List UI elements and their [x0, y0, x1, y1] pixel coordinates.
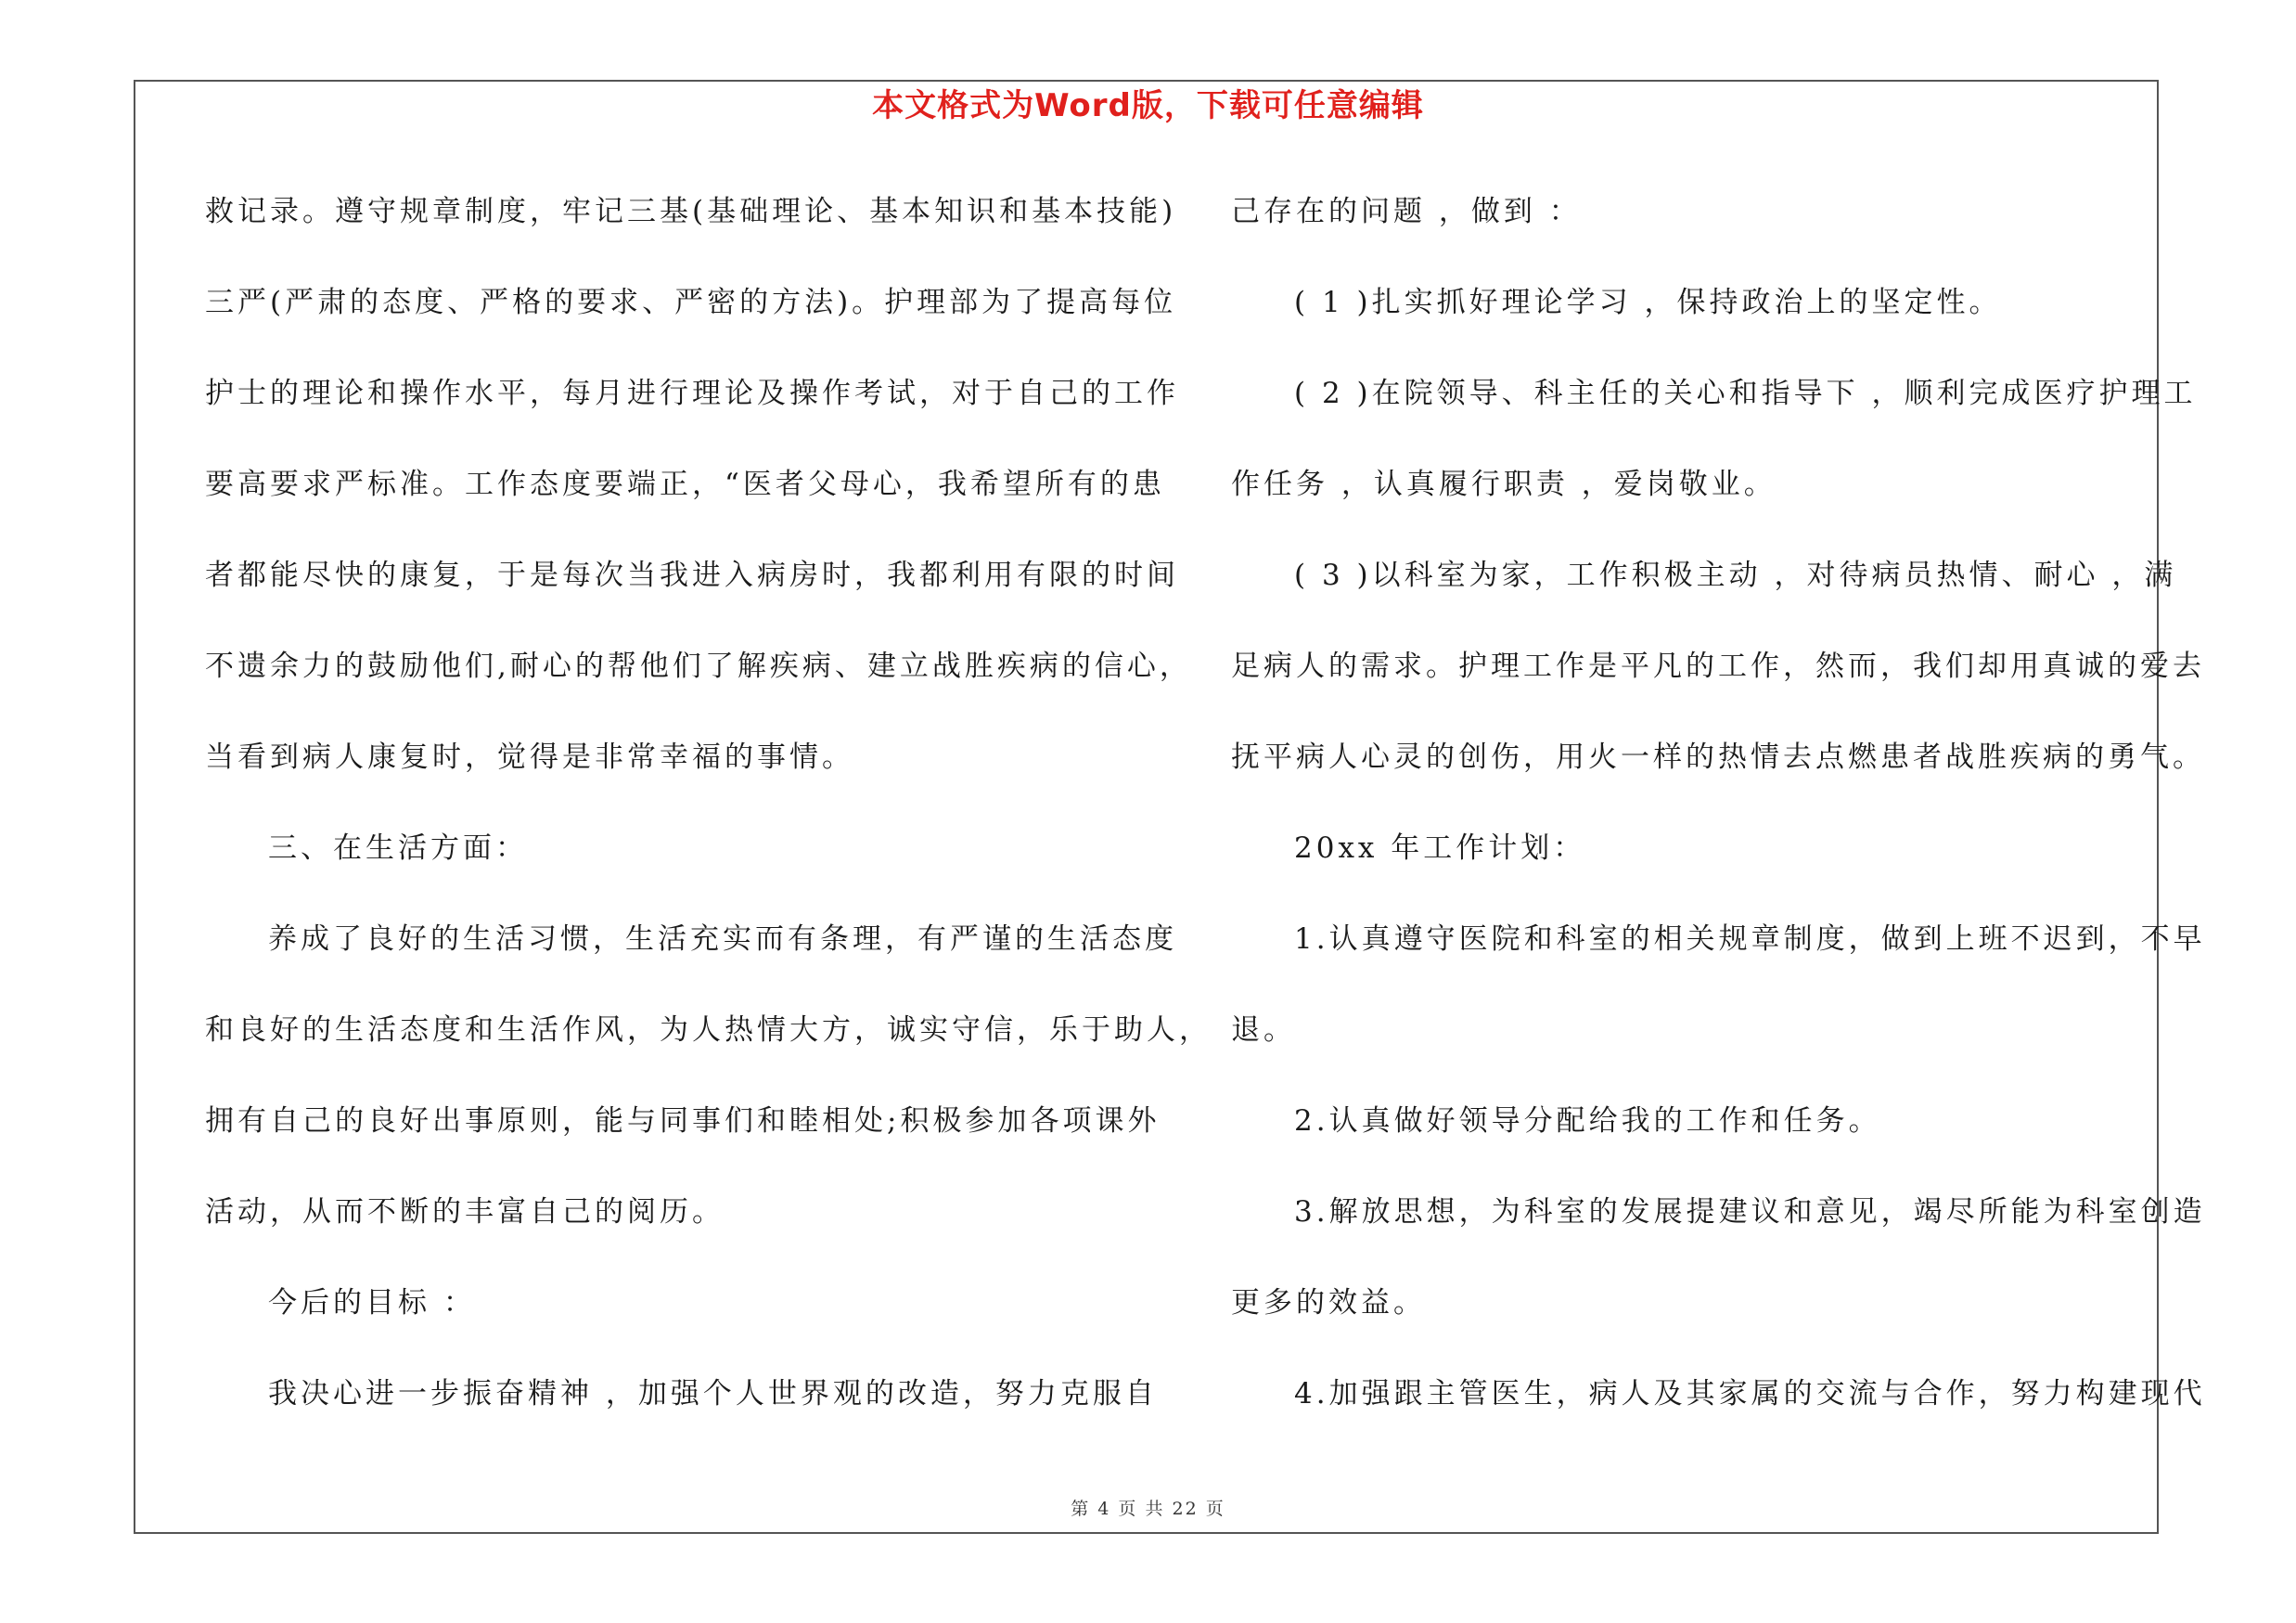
right-column-line: 3.解放思想，为科室的发展提建议和意见，竭尽所能为科室创造 — [1294, 1195, 2206, 1229]
right-column-line: 退。 — [1231, 1013, 1296, 1047]
right-column-line: 己存在的问题 ，做到 ： — [1231, 195, 1582, 228]
right-column — [1231, 184, 2206, 1457]
left-column-line: 救记录。遵守规章制度，牢记三基(基础理论、基本知识和基本技能) — [205, 195, 1177, 228]
right-column-line: 作任务 ，认真履行职责 ，爱岗敬业。 — [1231, 468, 1777, 501]
left-column-line: 三、在生活方面： — [268, 831, 528, 865]
left-column-line: 三严(严肃的态度、严格的要求、严密的方法)。护理部为了提高每位 — [205, 286, 1177, 319]
left-column-line: 活动，从而不断的丰富自己的阅历。 — [205, 1195, 725, 1229]
right-column-line: ( 3 )以科室为家，工作积极主动 ，对待病员热情、耐心 ，满 — [1294, 559, 2177, 592]
right-column-line: 20xx 年工作计划： — [1294, 831, 1586, 865]
left-column-line: 今后的目标 ： — [268, 1286, 476, 1320]
left-column-line: 要高要求严标准。工作态度要端正，“医者父母心，我希望所有的患 — [205, 468, 1165, 501]
left-column-line: 养成了良好的生活习惯，生活充实而有条理，有严谨的生活态度 — [268, 922, 1177, 956]
left-column-line: 我决心进一步振奋精神 ，加强个人世界观的改造，努力克服自 — [268, 1377, 1158, 1410]
right-column-line: ( 1 )扎实抓好理论学习 ，保持政治上的坚定性。 — [1294, 286, 2002, 319]
document-banner: 本文格式为Word版，下载可任意编辑 — [872, 87, 1424, 124]
footer-prefix: 第 — [1071, 1499, 1091, 1519]
footer-mid: 页 共 — [1118, 1499, 1165, 1519]
left-column-line: 和良好的生活态度和生活作风，为人热情大方，诚实守信，乐于助人， — [205, 1013, 1212, 1047]
footer-suffix: 页 — [1205, 1499, 1225, 1519]
right-column-line: 2.认真做好领导分配给我的工作和任务。 — [1294, 1104, 1881, 1138]
right-column-line: 1.认真遵守医院和科室的相关规章制度，做到上班不迟到，不早 — [1294, 922, 2206, 956]
left-column-line: 不遗余力的鼓励他们,耐心的帮他们了解疾病、建立战胜疾病的信心， — [205, 650, 1192, 683]
page-footer — [0, 1495, 2296, 1520]
footer-total-pages: 22 — [1172, 1499, 1199, 1519]
right-column-line: 抚平病人心灵的创伤，用火一样的热情去点燃患者战胜疾病的勇气。 — [1231, 741, 2205, 774]
left-column-line: 拥有自己的良好出事原则，能与同事们和睦相处;积极参加各项课外 — [205, 1104, 1161, 1138]
left-column-line: 护士的理论和操作水平，每月进行理论及操作考试，对于自己的工作 — [205, 377, 1179, 410]
right-column-line: 4.加强跟主管医生，病人及其家属的交流与合作，努力构建现代 — [1294, 1377, 2206, 1410]
footer-current-page: 4 — [1097, 1499, 1111, 1519]
right-column-line: 足病人的需求。护理工作是平凡的工作，然而，我们却用真诚的爱去 — [1231, 650, 2205, 683]
right-column-line: ( 2 )在院领导、科主任的关心和指导下 ，顺利完成医疗护理工 — [1294, 377, 2197, 410]
left-column-line: 者都能尽快的康复，于是每次当我进入病房时，我都利用有限的时间 — [205, 559, 1179, 592]
right-column-line: 更多的效益。 — [1231, 1286, 1426, 1320]
left-column-line: 当看到病人康复时，觉得是非常幸福的事情。 — [205, 741, 854, 774]
left-column — [205, 184, 1212, 1457]
